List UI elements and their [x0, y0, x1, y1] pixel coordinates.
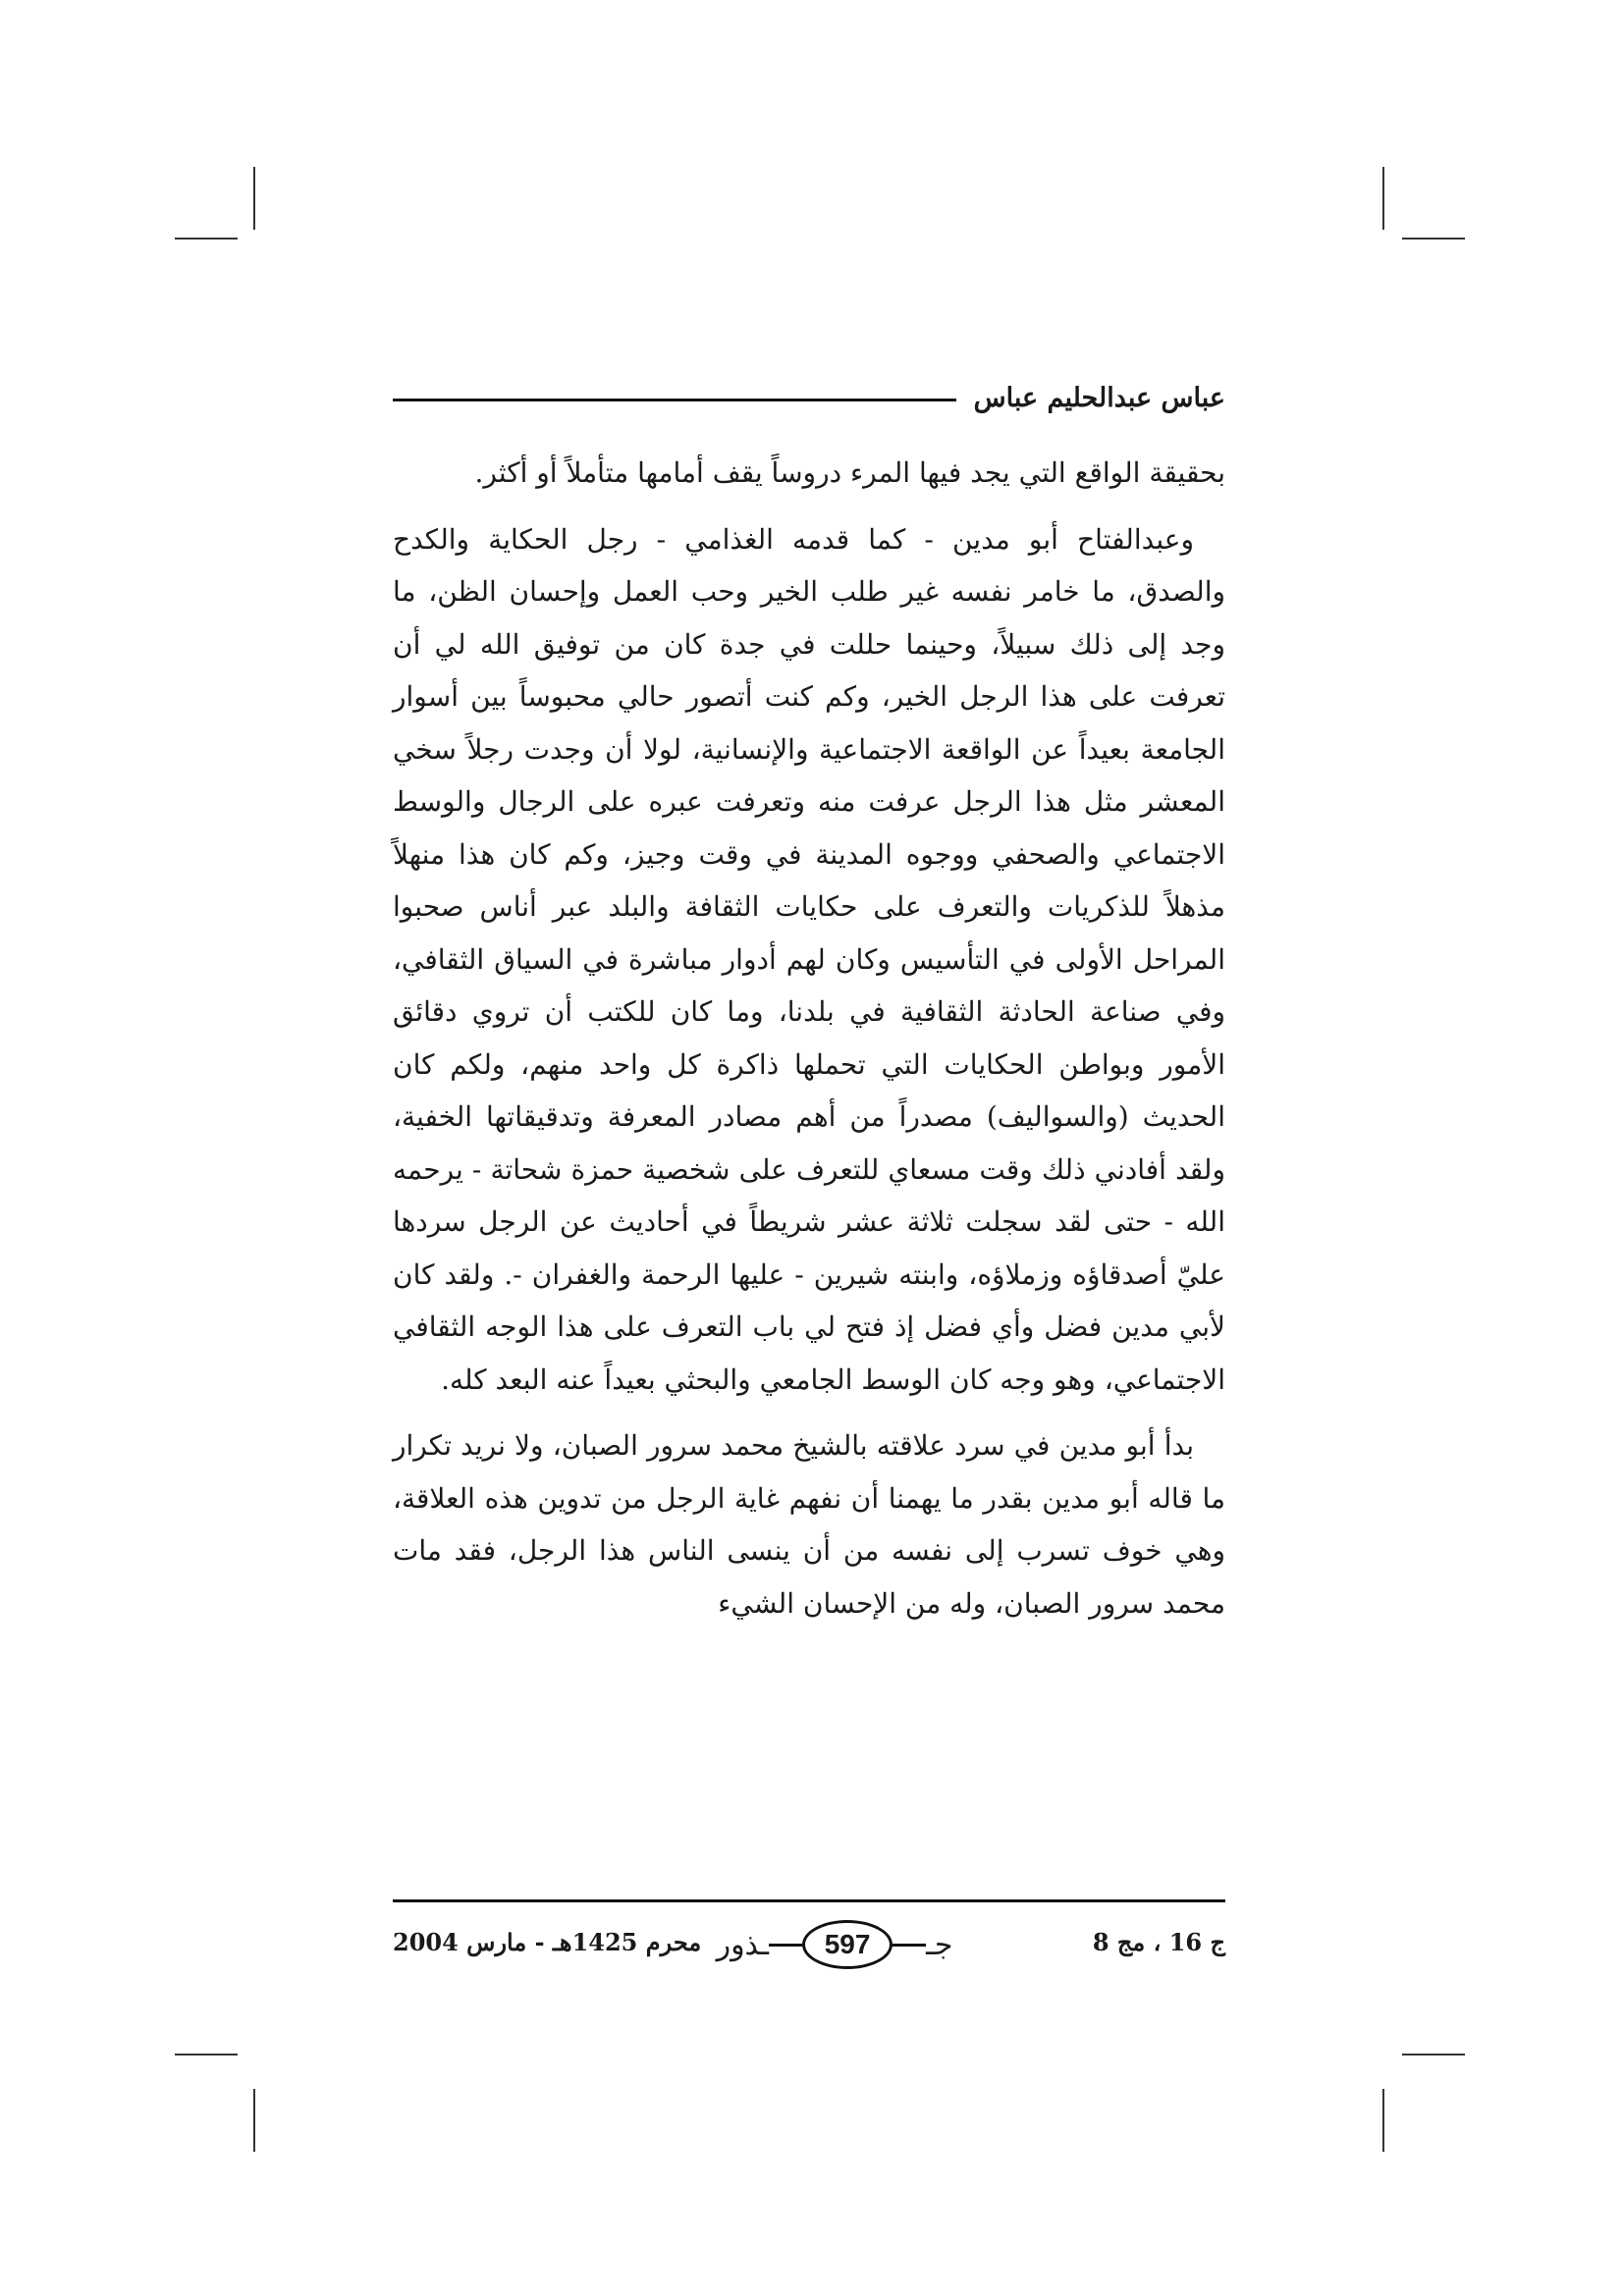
running-header — [393, 368, 1225, 427]
paragraph-3: بدأ أبو مدين في سرد علاقته بالشيخ محمد سرور الصبان، ولا نريد تكرار ما قاله أبو مدين بقدر ما يهمنا أن نفهم غاية الرجل من تدوين هذه العلاقة، وهي خوف تسرب إلى نفسه من أن ينسى الناس هذا الرجل، فقد مات محمد سرور الصبان، وله من الإحسان الشيء — [393, 1429, 1225, 1620]
crop-mark-bottom-left — [253, 2089, 255, 2152]
logo-word: ـذور — [716, 1927, 770, 1962]
crop-mark-top-right — [1382, 167, 1384, 230]
paragraph-2: وعبدالفتاح أبو مدين - كما قدمه الغذامي - رجل الحكاية والكدح والصدق، ما خامر نفسه غير طلب الخير وحب العمل وإحسان الظن، ما وجد إلى ذلك سبيلاً، وحينما حللت في جدة كان من توفيق الله لي أن تعرفت على هذا الرجل الخير، وكم كنت أتصور حالي محبوساً بين أسوار الجامعة بعيداً عن الواقعة الاجتماعية والإنسانية، لولا أن وجدت رجلاً سخي المعشر مثل هذا الرجل عرفت منه وتعرفت عبره على الرجال والوسط الاجتماعي والصحفي ووجوه المدينة في وقت وجيز، وكم كان هذا منهلاً مذهلاً للذكريات والتعرف على حكايات الثقافة والبلد عبر أناس صحبوا المراحل الأولى في التأسيس وكان لهم أدوار مباشرة في السياق الثقافي، وفي صناعة الحادثة الثقافية في بلدنا، وما كان للكتب أن تروي دقائق الأمور وبواطن الحكايات التي تحملها ذاكرة كل واحد منهم، ولكم كان الحديث (والسواليف) مصدراً من أهم مصادر المعرفة وتدقيقاتها الخفية، ولقد أفادني ذلك وقت مسعاي للتعرف على شخصية حمزة شحاتة - يرحمه الله - حتى لقد سجلت ثلاثة عشر شريطاً في أحاديث عن الرجل سردها عليّ أصدقاؤه وزملاؤه، وابنته شيرين - عليها الرحمة والغفران -. ولقد كان لأبي مدين فضل وأي فضل إذ فتح لي باب التعرف على هذا الوجه الثقافي الاجتماعي، وهو وجه كان الوسط الجامعي والبحثي بعيداً عنه البعد كله. — [393, 522, 1225, 1396]
crop-mark-bottom-right — [1382, 2089, 1384, 2152]
issue-date: محرم 1425هـ - مارس 2004 — [393, 1928, 702, 1956]
paragraph-1: بحقيقة الواقع التي يجد فيها المرء دروساً يقف أمامها متأملاً أو أكثر. — [474, 456, 1225, 489]
crop-mark-top-right-h — [1402, 238, 1465, 240]
crop-mark-top-left-h — [175, 238, 238, 240]
article-body — [393, 447, 1225, 1643]
page-number: 597 — [802, 1920, 893, 1969]
footer-rule — [393, 1899, 1225, 1902]
crop-mark-top-left — [253, 167, 255, 230]
logo-stroke-left — [769, 1944, 802, 1947]
crop-mark-bottom-right-h — [1402, 2054, 1465, 2056]
header-rule — [393, 399, 956, 401]
journal-logo — [697, 1914, 972, 1975]
logo-stroke-right — [893, 1944, 926, 1947]
crop-mark-bottom-left-h — [175, 2054, 238, 2056]
issue-volume: ج 16 ، مج 8 — [1092, 1928, 1225, 1956]
author-name: عباس عبدالحليم عباس — [973, 382, 1225, 413]
logo-jeem: جـ — [926, 1927, 953, 1962]
page-footer — [393, 1914, 1225, 1975]
